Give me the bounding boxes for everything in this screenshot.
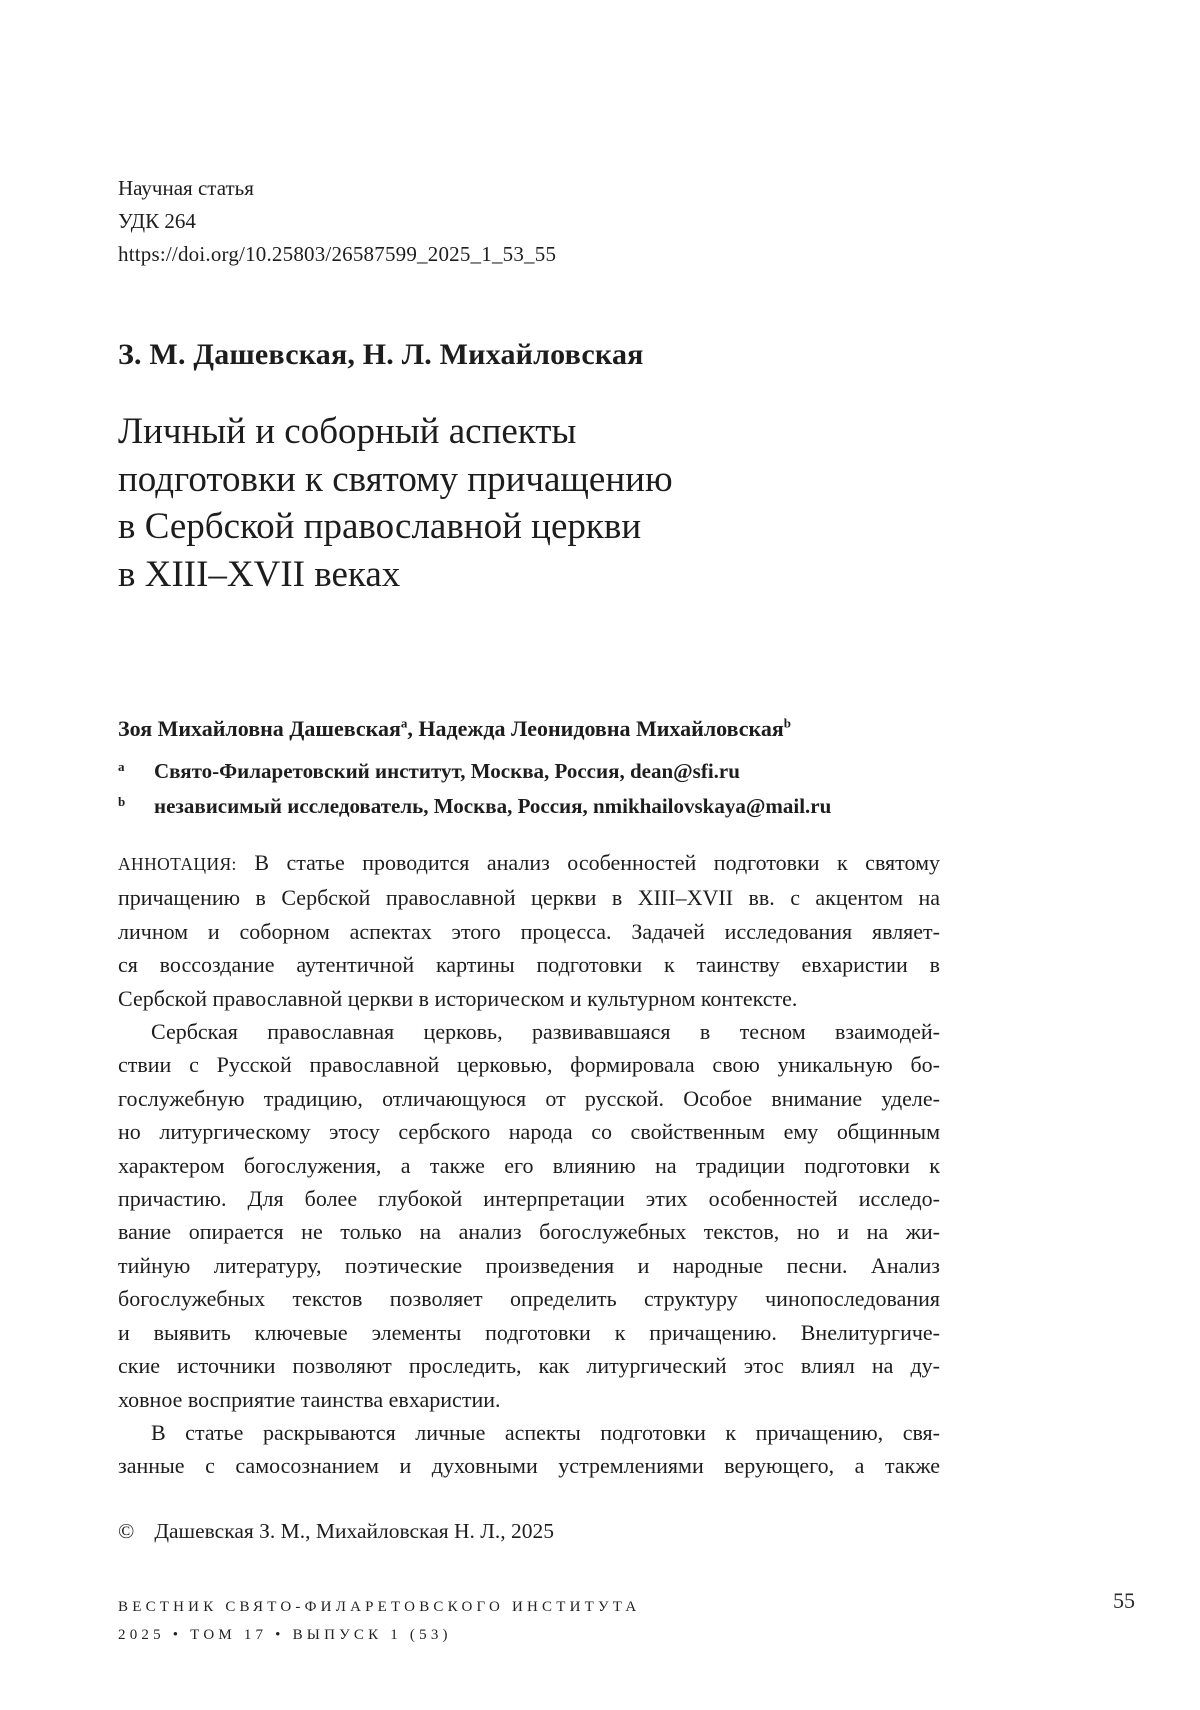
abstract-line: Сербская православная церковь, развивавшаяся в тесном взаимодей- bbox=[151, 1019, 940, 1045]
abstract-line: личном и соборном аспектах этого процесса. Задачей исследования являет- bbox=[118, 918, 940, 944]
author-footnote-marker: a bbox=[400, 715, 408, 731]
abstract-line: тийную литературу, поэтические произведения и народные песни. Анализ bbox=[118, 1252, 940, 1278]
abstract-line: характером богослужения, а также его влиянию на традиции подготовки к bbox=[118, 1152, 940, 1178]
doi-link[interactable]: https://doi.org/10.25803/26587599_2025_1_53_55 bbox=[118, 242, 557, 266]
article-title-line: в Сербской православной церкви bbox=[118, 506, 642, 547]
article-title-line: Личный и соборный аспекты bbox=[118, 411, 577, 452]
abstract-line: причастию. Для более глубокой интерпретации этих особенностей исследо- bbox=[118, 1186, 940, 1212]
journal-issue: 2025 • ТОМ 17 • ВЫПУСК 1 (53) bbox=[118, 1627, 452, 1643]
article-title-line: подготовки к святому причащению bbox=[118, 458, 673, 500]
abstract-line: богослужебных текстов позволяет определить структуру чинопоследования bbox=[118, 1286, 940, 1312]
abstract-line: причащению в Сербской православной церкви в XIII–XVII вв. с акцентом на bbox=[118, 885, 940, 911]
affiliation-marker: a bbox=[118, 759, 125, 774]
affiliation-row bbox=[118, 790, 948, 825]
abstract-line: ствии с Русской православной церковью, формировала свою уникальную бо- bbox=[118, 1052, 940, 1078]
affiliation-text: Свято-Филаретовский институт, Москва, Россия, dean@sfi.ru bbox=[154, 759, 740, 783]
affiliation-row bbox=[118, 755, 948, 790]
abstract-line: Сербской православной церкви в историческом и культурном контексте. bbox=[118, 985, 798, 1011]
abstract-line: вание опирается не только на анализ богослужебных текстов, но и на жи- bbox=[118, 1219, 940, 1245]
affiliations-list bbox=[118, 755, 948, 825]
article-title bbox=[118, 408, 1018, 598]
author-name: , Надежда Леонидовна Михайловская bbox=[407, 716, 784, 741]
abstract-line: ховное восприятие таинства евхаристии. bbox=[118, 1386, 501, 1412]
article-type-label: Научная статья bbox=[118, 176, 254, 200]
authors-heading: З. М. Дашевская, Н. Л. Михайловская bbox=[118, 338, 644, 371]
authors-block bbox=[118, 716, 948, 825]
abstract-line: ся воссоздание аутентичной картины подготовки к таинству евхаристии в bbox=[118, 952, 940, 978]
author-full-names bbox=[118, 716, 948, 742]
affiliation-text: независимый исследователь, Москва, Россия, nmikhailovskaya@mail.ru bbox=[154, 794, 832, 818]
udc-label: УДК 264 bbox=[118, 209, 196, 233]
page-number: 55 bbox=[1113, 1588, 1135, 1613]
abstract-line: но литургическому этосу сербского народа со свойственным ему общинным bbox=[118, 1119, 940, 1145]
journal-name: ВЕСТНИК СВЯТО-ФИЛАРЕТОВСКОГО ИНСТИТУТА bbox=[118, 1599, 641, 1615]
abstract-line: занные с самосознанием и духовными устремлениями верующего, а также bbox=[118, 1453, 940, 1479]
article-title-line: в XIII–XVII веках bbox=[118, 553, 401, 595]
abstract-line: В статье раскрываются личные аспекты подготовки к причащению, свя- bbox=[151, 1419, 940, 1445]
affiliation-marker: b bbox=[118, 794, 126, 809]
footer-journal-block bbox=[118, 1593, 640, 1649]
copyright-symbol: © bbox=[118, 1519, 135, 1543]
author-name: Зоя Михайловна Дашевская bbox=[118, 716, 401, 741]
abstract-line: гослужебную традицию, отличающуюся от русской. Особое внимание уделе- bbox=[118, 1085, 940, 1111]
copyright-line bbox=[118, 1519, 554, 1544]
abstract-label: АННОТАЦИЯ: bbox=[118, 854, 237, 874]
article-meta bbox=[118, 172, 556, 271]
abstract-line: и выявить ключевые элементы подготовки к причащению. Внелитургиче- bbox=[118, 1319, 940, 1345]
abstract-line: ские источники позволяют проследить, как литургический этос влиял на ду- bbox=[118, 1353, 940, 1379]
copyright-text: Дашевская З. М., Михайловская Н. Л., 2025 bbox=[154, 1519, 555, 1543]
abstract bbox=[118, 846, 940, 1483]
author-footnote-marker: b bbox=[783, 715, 792, 731]
abstract-line: АННОТАЦИЯ: В статье проводится анализ особенностей подготовки к святому bbox=[118, 850, 940, 875]
